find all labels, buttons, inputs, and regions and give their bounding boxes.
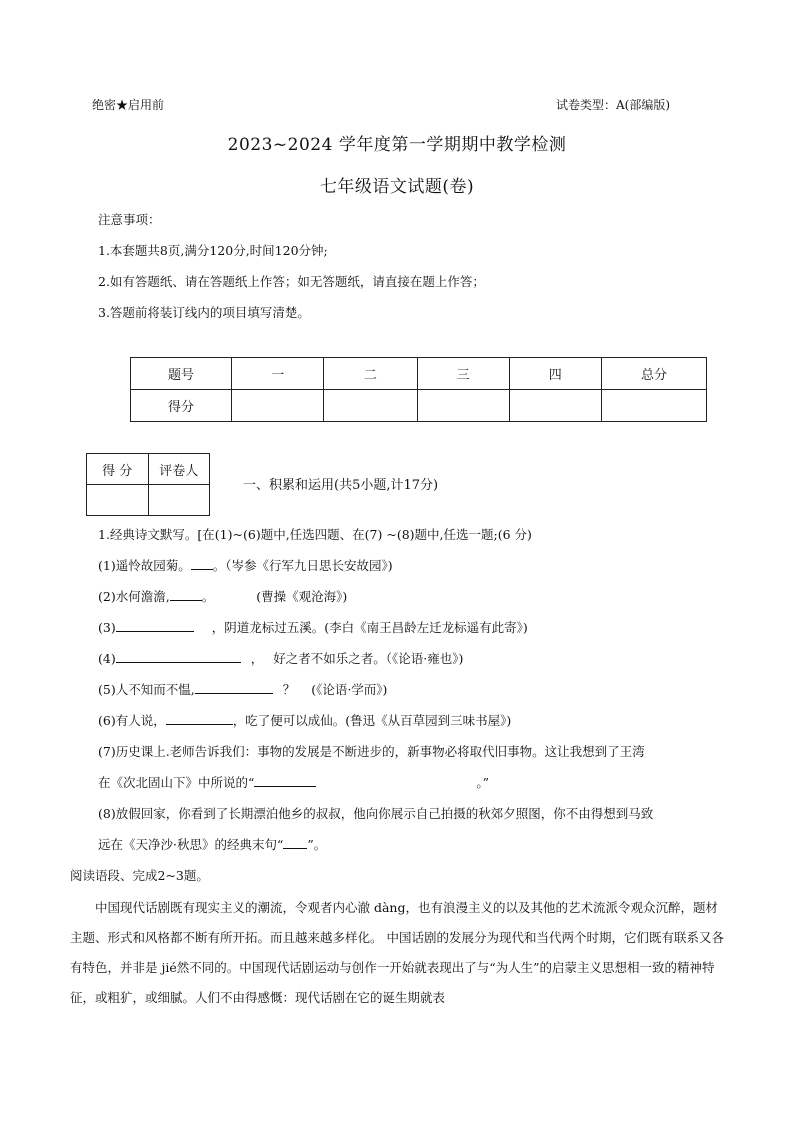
- score-cell[interactable]: [509, 390, 601, 422]
- answer-blank[interactable]: [254, 774, 316, 787]
- grader-score-label: 得 分: [87, 454, 149, 485]
- answer-blank[interactable]: [191, 557, 213, 570]
- note-item-2: 2.如有答题纸、请在答题纸上作答；如无答题纸，请直接在题上作答；: [98, 274, 485, 289]
- q1-part-7-line-2: 在《次北固山下》中所说的“ 。”: [98, 775, 490, 790]
- score-header-cell: 题号: [131, 358, 232, 390]
- q1-part-1: (1)遥怜故园菊。 。（岑参《行军九日思长安故园》): [98, 558, 393, 573]
- score-row-label: 得分: [131, 390, 232, 422]
- grader-score-cell[interactable]: [87, 485, 149, 516]
- grader-name-cell[interactable]: [148, 485, 210, 516]
- answer-blank[interactable]: [283, 836, 307, 849]
- question-1-stem: 1.经典诗文默写。[在(1)~(6)题中,任选四题、在(7) ~(8)题中,任选一题;(6 分): [98, 527, 532, 542]
- notes-heading: 注意事项：: [98, 212, 161, 227]
- answer-blank[interactable]: [170, 588, 202, 601]
- score-cell[interactable]: [601, 390, 706, 422]
- score-table-header-row: [131, 358, 707, 390]
- score-cell[interactable]: [324, 390, 417, 422]
- q1-part-6: (6)有人说， ，吃了便可以成仙。(鲁迅《从百草园到三味书屋》): [98, 713, 512, 728]
- q1-part-8-line-1: (8)放假回家，你看到了长期漂泊他乡的叔叔，他向你展示自己拍摄的秋郊夕照图，你不由得想到马致: [98, 806, 654, 821]
- score-header-cell: 总分: [601, 358, 706, 390]
- score-header-cell: 四: [509, 358, 601, 390]
- answer-blank[interactable]: [116, 650, 241, 663]
- score-header-cell: 一: [232, 358, 324, 390]
- score-table-score-row: [131, 390, 707, 422]
- q1-part-2: (2)水何澹澹, 。 (曹操《观沧海》): [98, 589, 348, 604]
- reading-paragraph: 中国现代话剧既有现实主义的潮流，令观者内心澈 dàng，也有浪漫主义的以及其他的艺术流派令观众沉醉，题材主题、形式和风格都不断有所开拓。而且越来越多样化。 中国话剧的发展分为现代和当代两个时期，它们既有联系又各有特色，并非是 jié然不同的。中国现代话剧运动与创作一开始就表现出了与“为人生”的启蒙主义思想相一致的精神特征，或粗犷，或细腻。人们不由得感慨：现代话剧在它的诞生期就表: [70, 900, 724, 1005]
- note-item-3: 3.答题前将装订线内的项目填写清楚。: [98, 305, 310, 320]
- score-cell[interactable]: [417, 390, 509, 422]
- q1-part-4: (4) ， 好之者不如乐之者。（《论语·雍也》): [98, 651, 464, 666]
- reading-intro: 阅读语段、完成2~3题。: [70, 868, 209, 883]
- q1-part-5: (5)人不知而不愠, ？ (《论语·学而》): [98, 682, 388, 697]
- confidential-label: 绝密★启用前: [92, 98, 165, 112]
- grader-table: [86, 453, 210, 516]
- score-cell[interactable]: [232, 390, 324, 422]
- q1-part-7-line-1: (7)历史课上.老师告诉我们：事物的发展是不断进步的，新事物必将取代旧事物。这让我想到了王湾: [98, 744, 645, 759]
- exam-title: 2023~2024 学年度第一学期期中教学检测: [227, 135, 567, 155]
- paper-type-label: 试卷类型：A(部编版): [556, 98, 671, 112]
- section-1-title: 一、积累和运用(共5小题,计17分): [243, 478, 439, 493]
- q1-part-3: (3) ，阴道龙标过五溪。(李白《南王昌龄左迁龙标遥有此寄》): [98, 620, 528, 635]
- answer-blank[interactable]: [166, 712, 233, 725]
- exam-subtitle: 七年级语文试题(卷): [319, 177, 475, 197]
- score-header-cell: 二: [324, 358, 417, 390]
- answer-blank[interactable]: [116, 619, 194, 632]
- answer-blank[interactable]: [195, 681, 273, 694]
- score-header-cell: 三: [417, 358, 509, 390]
- grader-name-label: 评卷人: [148, 454, 210, 485]
- score-table: [130, 357, 707, 422]
- note-item-1: 1.本套题共8页,满分120分,时间120分钟;: [98, 243, 328, 258]
- q1-part-8-line-2: 远在《天净沙·秋思》的经典末句“ ”。: [98, 837, 327, 852]
